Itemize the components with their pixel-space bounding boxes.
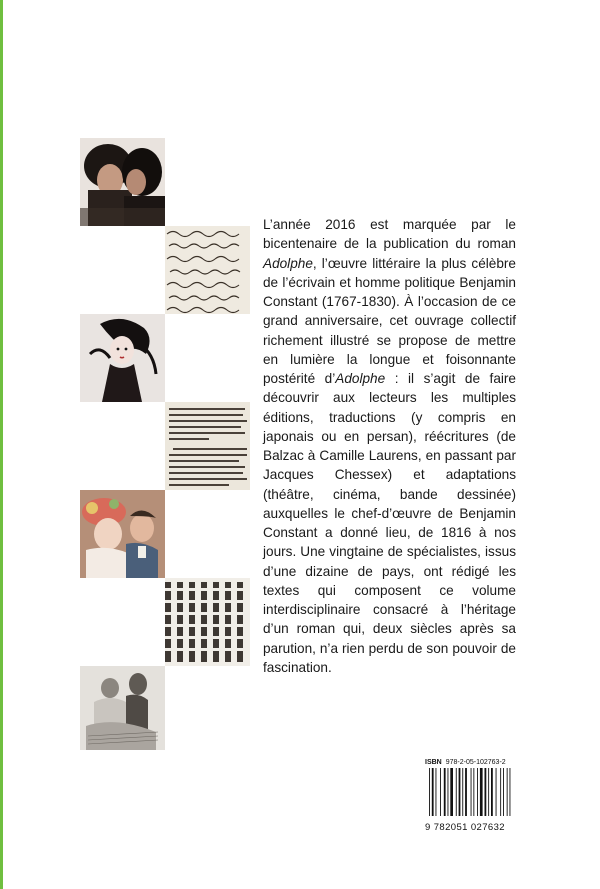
barcode-digits: 9 782051 027632 — [425, 822, 505, 833]
isbn-block — [425, 759, 517, 833]
manuscript-image — [165, 226, 250, 314]
blurb-text-2: , l’œuvre littéraire la plus célèbre de l’écrivain et homme politique Benjamin Constant (1767-1830). À l’occasion de ce grand anniversaire, cet ouvrage collectif richement illustré se propose de mettre en lumière la longue et foisonnante postérité d’ — [263, 255, 516, 386]
comic-drawing-image — [80, 314, 165, 402]
book-title-adolphe: Adolphe — [263, 255, 313, 271]
barcode-graphic — [425, 768, 517, 816]
isbn-tag: ISBN — [425, 759, 442, 766]
blurb-text-1: L’année 2016 est marquée par le bicentenaire de la publication du roman — [263, 217, 516, 252]
book-title-adolphe: Adolphe — [335, 371, 386, 386]
spine-edge — [0, 0, 3, 889]
colored-illustration-image — [80, 490, 165, 578]
printed-page-image — [165, 402, 250, 490]
engraving-image — [80, 666, 165, 750]
isbn-number: 978-2-05-102763-2 — [445, 759, 506, 766]
back-cover-blurb — [263, 215, 516, 677]
film-still-image — [80, 138, 165, 226]
japanese-text-image — [165, 578, 250, 666]
isbn-label — [425, 759, 517, 766]
blurb-text-3: : il s’agit de faire découvrir aux lecteurs les multiples éditions, traductions (y compris en japonais ou en persan), réécritures (de Balzac à Camille Laurens, en passant par Jacques Chessex) et adaptations (théâtre, cinéma, bande dessinée) auxquelles le chef-d’œuvre de Benjamin Constant a donné lieu, de 1816 à nos jours. Une vingtaine de spécialistes, issus d’une dizaine de pays, ont rédigé les textes qui composent ce volume interdisciplinaire consacré à l’héritage d’un roman qui, deux siècles après sa parution, n’a rien perdu de son pouvoir de fascination. — [263, 371, 516, 675]
